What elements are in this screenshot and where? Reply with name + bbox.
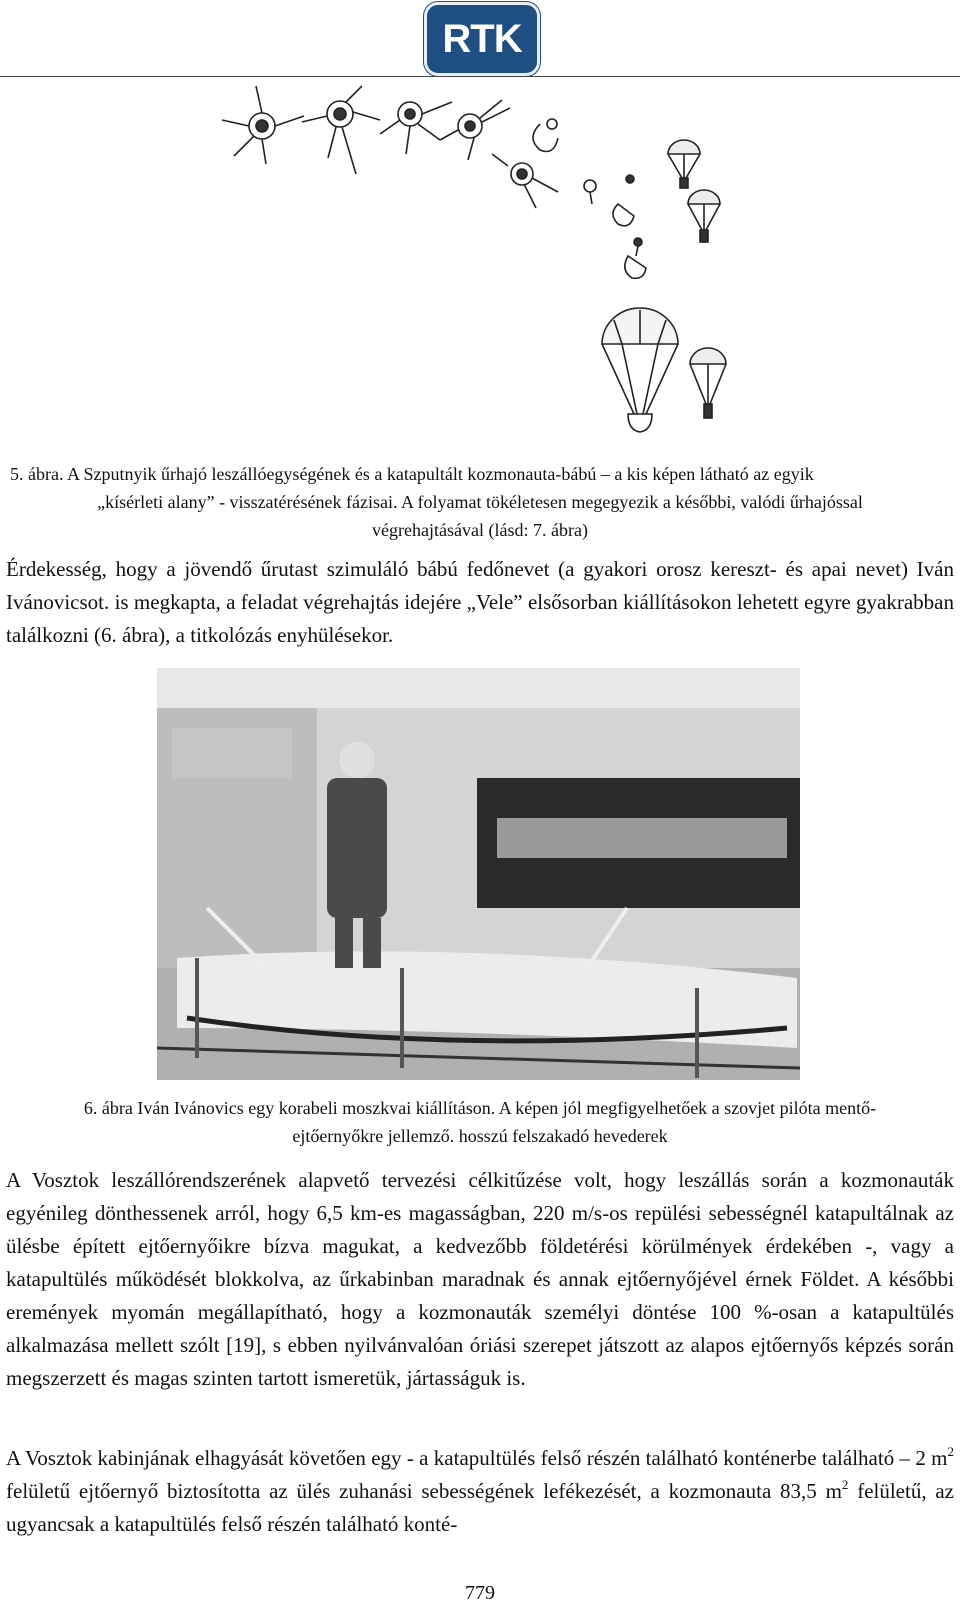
paragraph-3-part-3: felületű, az ugyancsak a katapultülés felső részén található konté-: [6, 1479, 955, 1536]
capsule-2: [302, 86, 380, 174]
rtk-logo: RTK: [424, 2, 540, 76]
capsule-3: [380, 102, 452, 154]
figure-6-caption-line-2: ejtőernyőkre jellemző. hosszú felszakadó hevederek: [292, 1126, 668, 1146]
paragraph-3: [6, 1442, 954, 1541]
figure-6-caption-line-1: 6. ábra Iván Ivánovics egy korabeli moszkvai kiállításon. A képen jól megfigyelhetőek a szovjet pilóta mentő-: [83, 1098, 877, 1118]
superscript-1: 2: [947, 1444, 954, 1459]
paragraph-3-part-1: A Vosztok kabinjának elhagyását követően egy - a katapultülés felső részén található konténerbe található – 2 m: [6, 1446, 948, 1470]
parachute-small-1: [668, 140, 700, 188]
capsule-4: [440, 100, 510, 160]
figure-5-caption-line-1: 5. ábra. A Szputnyik űrhajó leszállóegységének és a katapultált kozmonauta-bábú – a kis képen látható az egyik: [10, 464, 814, 484]
paragraph-2: A Vosztok leszállórendszerének alapvető tervezési célkitűzése volt, hogy leszállás során a kozmonauták egyénileg dönthessenek arról, hogy 6,5 km-es magasságban, 220 m/s-os repülési sebességnél katapultálnak az ülésbe épített ejtőernyőikre bízva magukat, a kedvezőbb földetérési körülmények érdekében -, vagy a katapultülés működését blokkolva, az űrkabinban maradnak és annak ejtőernyőjével érnek Földet. A későbbi eremények myomán megállapítható, hogy a kozmonauták személyi döntése 100 %-osan a katapultülés alkalmazása mellett szólt [19], s ebben nyilvánvalóan óriási szerepet játszott az alapos ejtőernyős képzés során megszerzett és magas szinten tartott ismeretük, jártasságuk is.: [6, 1168, 954, 1390]
superscript-2: 2: [841, 1477, 849, 1492]
parachute-large: [602, 308, 678, 432]
capsule-6: [492, 154, 558, 208]
figure-6-caption: [10, 1094, 950, 1150]
capsule-1: [222, 86, 304, 164]
paragraph-3-part-2: felületű ejtőernyő biztosította az ülés zuhanási sebességének lefékezését, a kozmonauta 83,5 m: [6, 1479, 842, 1503]
paragraph-1: Érdekesség, hogy a jövendő űrutast szimuláló bábú fedőnevet (a gyakori orosz kereszt- és apai nevet) Iván Ivánovicsot. is megkapta, a feladat végrehajtás idejére „Vele” elsősorban kiállításokon lehetett egyre gyakrabban találkozni (6. ábra), a titkolózás enyhülésekor.: [6, 557, 954, 647]
figure-5-illustration: [200, 84, 760, 450]
figure-6-photo: [157, 668, 800, 1080]
figure-5-caption: [10, 460, 950, 544]
parachute-small-2: [688, 190, 720, 242]
page-number: 779: [465, 1582, 495, 1604]
figure-5-caption-line-2: „kísérleti alany” - visszatérésének fázisai. A folyamat tökéletesen megegyezik a későbbi, valódi űrhajóssal: [97, 492, 863, 512]
parachute-medium: [690, 348, 726, 418]
header-rule: [0, 76, 960, 77]
figure-5-caption-line-3: végrehajtásával (lásd: 7. ábra): [372, 520, 588, 540]
page-header: [0, 0, 960, 78]
